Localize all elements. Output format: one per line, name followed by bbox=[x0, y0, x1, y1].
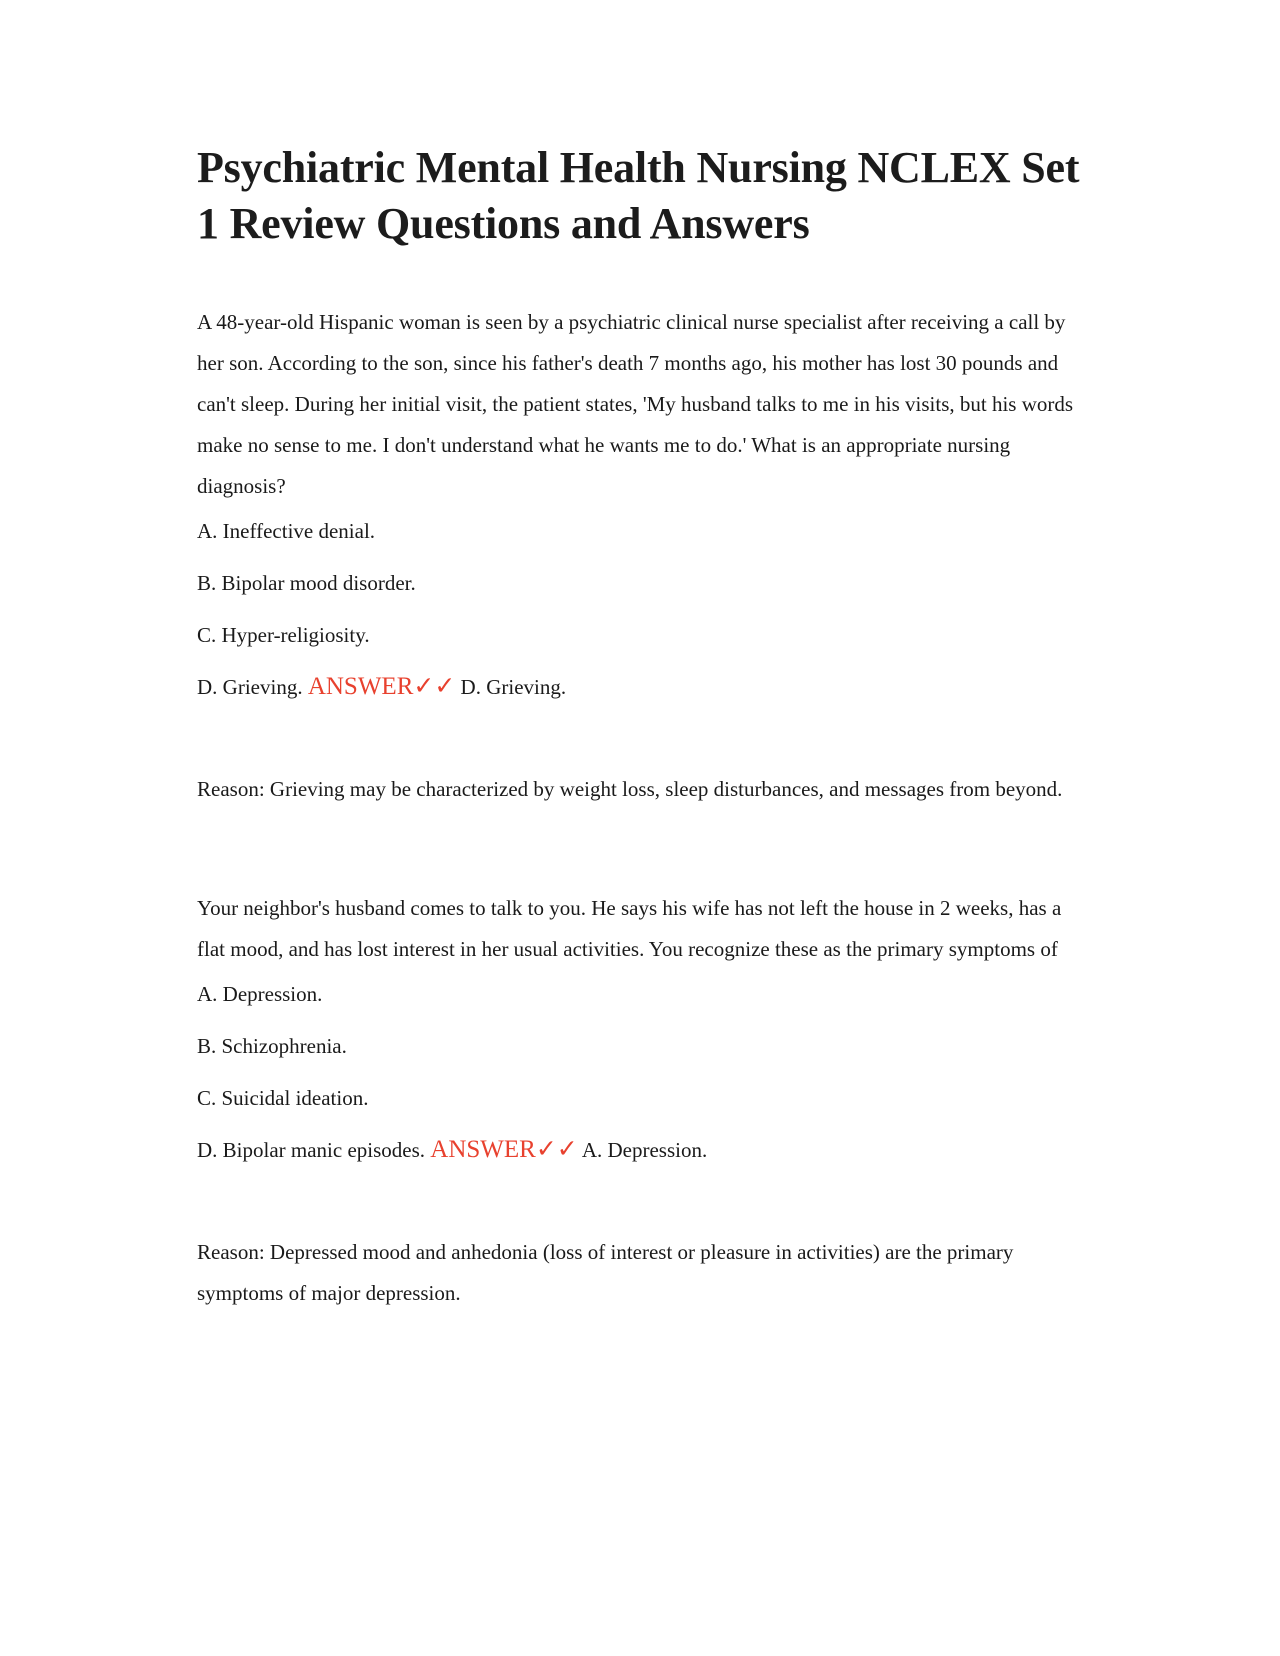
option-d-with-answer bbox=[197, 1136, 1087, 1164]
document-title: Psychiatric Mental Health Nursing NCLEX Set 1 Review Questions and Answers bbox=[197, 143, 1080, 248]
question-block-2 bbox=[197, 888, 1087, 1314]
question-stem: A 48-year-old Hispanic woman is seen by a psychiatric clinical nurse specialist after receiving a call by her son. According to the son, since his father's death 7 months ago, his mother has lost 30 pounds and can't sleep. During her initial visit, the patient states, 'My husband talks to me in his visits, but his words make no sense to me. I don't understand what he wants me to do.' What is an appropriate nursing diagnosis? bbox=[197, 310, 1074, 498]
document-page bbox=[197, 140, 1087, 1392]
answer-marker: ANSWER✓✓ bbox=[307, 673, 456, 700]
correct-answer: D. Grieving. bbox=[460, 675, 567, 699]
answer-reason: Reason: Depressed mood and anhedonia (loss of interest or pleasure in activities) are the primary symptoms of major depression. bbox=[197, 1240, 1014, 1305]
option-d-with-answer bbox=[197, 673, 1087, 701]
option-c: C. Hyper-religiosity. bbox=[197, 623, 370, 647]
option-b: B. Bipolar mood disorder. bbox=[197, 571, 416, 595]
option-b: B. Schizophrenia. bbox=[197, 1034, 347, 1058]
answer-marker: ANSWER✓✓ bbox=[430, 1136, 578, 1163]
option-a: A. Ineffective denial. bbox=[197, 519, 376, 543]
option-d: D. Bipolar manic episodes. bbox=[197, 1138, 426, 1162]
correct-answer: A. Depression. bbox=[581, 1138, 708, 1162]
answer-reason: Reason: Grieving may be characterized by weight loss, sleep disturbances, and messages from beyond. bbox=[197, 777, 1063, 801]
question-stem: Your neighbor's husband comes to talk to you. He says his wife has not left the house in 2 weeks, has a flat mood, and has lost interest in her usual activities. You recognize these as the primary symptoms of bbox=[197, 896, 1062, 961]
option-a: A. Depression. bbox=[197, 982, 323, 1006]
option-c: C. Suicidal ideation. bbox=[197, 1086, 369, 1110]
option-d: D. Grieving. bbox=[197, 675, 303, 699]
question-block-1 bbox=[197, 302, 1087, 810]
